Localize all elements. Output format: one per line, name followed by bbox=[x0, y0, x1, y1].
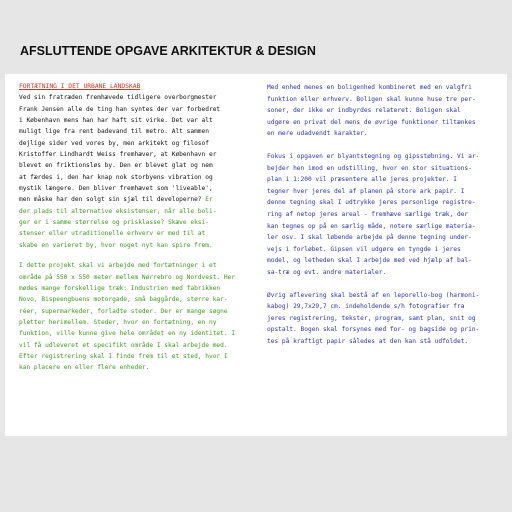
intro-text-black: Ved sin fratræden fremhævede tidligere overborgmester Frank Jensen alle de ting han syntes der var forbedret i København mens han har haft sit virke. Det var alt muligt lige fra rent badevand til metro. Alt sammen dejlige sider ved vores by, men arkitekt og filosof Kristoffer Lindhardt Weiss fremhæver, at København er blevet en friktionsløs by. Den er blevet glat og nem at færdes i, den har knap nok storbyens vibration og mystik længere. Den bliver fremhævet som 'liveable', men måske har den solgt sin sjæl til developerne? bbox=[19, 94, 221, 204]
intro-paragraph bbox=[19, 92, 259, 251]
intro-text-green: Er der plads til alternative eksistenser, når alle boli- ger er i samme størrelse og prisklasse? Skæve eksi- stenser eller utraditionelle erhverv er med til at skabe en varieret by, hvor noget nyt kan spire frem. bbox=[19, 196, 217, 249]
unit-paragraph: Med enhed menes en boligenhed kombineret med en valgfri funktion eller erhverv. Boligen skal kunne huse tre per- soner, der ikke er indbyrdes relateret. Boligen skal udgøre en privat del mens de øvrige funktioner tiltænkes en mere udadvendt karakter. bbox=[267, 84, 476, 138]
delivery-paragraph: Øvrig aflevering skal bestå af en leporello-bog (harmoni- kabog) 29,7x29,7 cm. indeholdende s/h fotografier fra jeres registrering, tekster, program, samt plan, snit og opstalt. Bogen skal forsynes med for- og bagside og prin- tes på kraftigt papir således at den kan stå udfoldet. bbox=[267, 291, 480, 345]
right-column bbox=[267, 82, 497, 347]
left-column bbox=[19, 81, 259, 374]
section-heading: FORTÆTNING I DET URBANE LANDSKAB bbox=[19, 83, 141, 90]
focus-paragraph: Fokus i opgaven er blyantstegning og gipsstøbning. Vi ar- bejder hen imod en udstilling, hvor en stor situations- plan i 1:200 vil præsentere alle jeres projekter. I tegner hver jeres del af planen på store ark papir. I denne tegning skal I udtrykke jeres personlige registre- ring af netop jeres areal - fremhæve særlige træk, der kan tegnes op på en særlig måde, notere særlige materia- ler osv. I skal løbende arbejde på denne tegning under- vejs i forløbet. Gipsen vil udgøre en tyngde i jeres model, og letheden skal I arbejde med ved hjælp af bal- sa-træ og evt. andre materialer. bbox=[267, 152, 480, 276]
page-title: AFSLUTTENDE OPGAVE ARKITEKTUR & DESIGN bbox=[20, 44, 316, 58]
project-paragraph: I dette projekt skal vi arbejde med fortætninger i et område på 550 x 550 meter mellem Nørrebro og Nordvest. Her mødes mange forskellige træk: Industrien med fabrikken Novo, Bispeengbuens motorgade, små baggårde, større kar- réer, supermarkeder, forladte steder. Der er mange søgne pletter herimellem. Steder, hvor en fortætning, en ny funktion, ville kunne give hele området en ny identitet. I vil få udleveret et specifikt område I skal arbejde med. Efter registrering skal I finde frem til et sted, hvor I kan placere en eller flere enheder. bbox=[19, 262, 236, 372]
document-sheet bbox=[5, 74, 507, 436]
